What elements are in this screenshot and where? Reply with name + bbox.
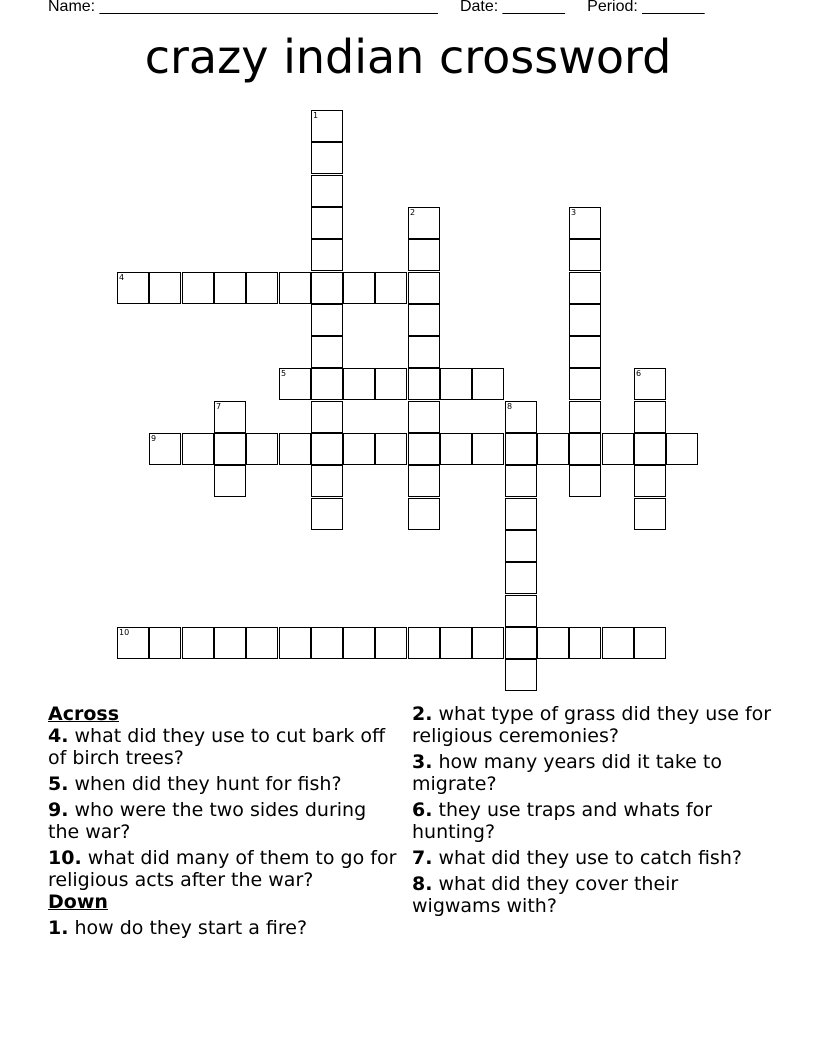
clues-right-column xyxy=(412,703,772,921)
clue-down-6 xyxy=(412,799,772,843)
grid-cell[interactable] xyxy=(408,627,440,659)
grid-cell[interactable] xyxy=(311,272,343,304)
grid-cell[interactable] xyxy=(214,401,246,433)
grid-cell[interactable] xyxy=(408,272,440,304)
clue-down-8 xyxy=(412,873,772,917)
grid-cell[interactable] xyxy=(343,627,375,659)
clue-number-label: 3 xyxy=(571,208,577,217)
grid-cell[interactable] xyxy=(602,627,634,659)
clue-text: when did they hunt for fish? xyxy=(74,773,342,795)
clue-number-label: 2 xyxy=(410,208,416,217)
grid-cell[interactable] xyxy=(343,272,375,304)
grid-cell[interactable] xyxy=(311,175,343,207)
clue-number-label: 5 xyxy=(281,369,287,378)
clue-text: who were the two sides during the war? xyxy=(48,799,367,843)
clue-number: 10. xyxy=(48,847,82,869)
grid-cell[interactable] xyxy=(505,465,537,497)
clue-number-label: 8 xyxy=(507,402,513,411)
grid-cell[interactable] xyxy=(214,272,246,304)
grid-cell[interactable] xyxy=(246,627,278,659)
clue-text: what did they use to cut bark off of birch trees? xyxy=(48,725,386,769)
grid-cell[interactable] xyxy=(569,272,601,304)
clue-number-label: 4 xyxy=(119,273,125,282)
grid-cell[interactable] xyxy=(246,272,278,304)
grid-cell[interactable] xyxy=(311,207,343,239)
grid-cell[interactable] xyxy=(440,627,472,659)
grid-cell[interactable] xyxy=(311,627,343,659)
clue-down-2 xyxy=(412,703,772,747)
grid-cell[interactable] xyxy=(569,368,601,400)
grid-cell[interactable] xyxy=(311,498,343,530)
clue-text: what did they use to catch fish? xyxy=(438,847,742,869)
clue-number: 1. xyxy=(48,917,69,939)
across-heading: Across xyxy=(48,703,120,725)
grid-cell[interactable] xyxy=(602,433,634,465)
grid-cell[interactable] xyxy=(408,465,440,497)
grid-cell[interactable] xyxy=(505,401,537,433)
grid-cell[interactable] xyxy=(279,368,311,400)
grid-cell[interactable] xyxy=(505,530,537,562)
grid-cell[interactable] xyxy=(182,627,214,659)
grid-cell[interactable] xyxy=(149,627,181,659)
grid-cell[interactable] xyxy=(634,465,666,497)
grid-cell[interactable] xyxy=(343,433,375,465)
grid-cell[interactable] xyxy=(408,368,440,400)
grid-cell[interactable] xyxy=(666,433,698,465)
grid-cell[interactable] xyxy=(214,433,246,465)
clue-number-label: 7 xyxy=(216,402,222,411)
clue-across-10 xyxy=(48,847,400,891)
grid-cell[interactable] xyxy=(537,433,569,465)
grid-cell[interactable] xyxy=(569,239,601,271)
grid-cell[interactable] xyxy=(375,627,407,659)
clue-text: they use traps and whats for hunting? xyxy=(412,799,713,843)
grid-cell[interactable] xyxy=(149,433,181,465)
grid-cell[interactable] xyxy=(634,498,666,530)
grid-cell[interactable] xyxy=(569,627,601,659)
clue-number: 5. xyxy=(48,773,69,795)
grid-cell[interactable] xyxy=(117,272,149,304)
grid-cell[interactable] xyxy=(569,304,601,336)
grid-cell[interactable] xyxy=(472,433,504,465)
grid-cell[interactable] xyxy=(569,336,601,368)
clue-across-4 xyxy=(48,725,400,769)
clue-number: 8. xyxy=(412,873,433,895)
grid-cell[interactable] xyxy=(408,207,440,239)
grid-cell[interactable] xyxy=(505,627,537,659)
grid-cell[interactable] xyxy=(375,433,407,465)
down-heading: Down xyxy=(48,891,108,913)
grid-cell[interactable] xyxy=(408,336,440,368)
grid-cell[interactable] xyxy=(408,239,440,271)
grid-cell[interactable] xyxy=(246,433,278,465)
grid-cell[interactable] xyxy=(117,627,149,659)
grid-cell[interactable] xyxy=(311,142,343,174)
grid-cell[interactable] xyxy=(375,368,407,400)
clue-down-1 xyxy=(48,917,400,939)
clue-down-7 xyxy=(412,847,772,869)
clue-number-label: 10 xyxy=(119,628,130,637)
clue-across-9 xyxy=(48,799,400,843)
grid-cell[interactable] xyxy=(311,304,343,336)
grid-cell[interactable] xyxy=(569,207,601,239)
grid-cell[interactable] xyxy=(505,595,537,627)
clue-text: what type of grass did they use for religious ceremonies? xyxy=(412,703,772,747)
clue-number: 9. xyxy=(48,799,69,821)
clue-number: 7. xyxy=(412,847,433,869)
grid-cell[interactable] xyxy=(634,627,666,659)
grid-cell[interactable] xyxy=(440,368,472,400)
grid-cell[interactable] xyxy=(472,627,504,659)
name-date-period-line: Name: ______________________________________ Date: _______ Period: _______ xyxy=(48,0,705,15)
grid-cell[interactable] xyxy=(505,659,537,691)
clue-number-label: 1 xyxy=(313,111,319,120)
clue-across-5 xyxy=(48,773,400,795)
grid-cell[interactable] xyxy=(375,272,407,304)
clue-number: 3. xyxy=(412,751,433,773)
clue-number: 6. xyxy=(412,799,433,821)
page-title: crazy indian crossword xyxy=(144,30,672,84)
grid-cell[interactable] xyxy=(311,336,343,368)
grid-cell[interactable] xyxy=(343,368,375,400)
clue-number: 4. xyxy=(48,725,69,747)
grid-cell[interactable] xyxy=(634,368,666,400)
grid-cell[interactable] xyxy=(537,627,569,659)
grid-cell[interactable] xyxy=(311,401,343,433)
clues-left-column xyxy=(48,703,400,943)
clue-text: how do they start a fire? xyxy=(74,917,308,939)
grid-cell[interactable] xyxy=(634,433,666,465)
grid-cell[interactable] xyxy=(505,498,537,530)
grid-cell[interactable] xyxy=(408,433,440,465)
grid-cell[interactable] xyxy=(408,401,440,433)
grid-cell[interactable] xyxy=(214,465,246,497)
clue-number-label: 9 xyxy=(151,434,157,443)
grid-cell[interactable] xyxy=(505,562,537,594)
clue-down-3 xyxy=(412,751,772,795)
grid-cell[interactable] xyxy=(311,239,343,271)
grid-cell[interactable] xyxy=(279,272,311,304)
grid-cell[interactable] xyxy=(569,433,601,465)
clue-number-label: 6 xyxy=(636,369,642,378)
grid-cell[interactable] xyxy=(408,498,440,530)
grid-cell[interactable] xyxy=(279,433,311,465)
grid-cell[interactable] xyxy=(311,368,343,400)
grid-cell[interactable] xyxy=(311,433,343,465)
clue-text: what did they cover their wigwams with? xyxy=(412,873,679,917)
grid-cell[interactable] xyxy=(569,401,601,433)
grid-cell[interactable] xyxy=(279,627,311,659)
grid-cell[interactable] xyxy=(182,272,214,304)
clue-number: 2. xyxy=(412,703,433,725)
grid-cell[interactable] xyxy=(408,304,440,336)
grid-cell[interactable] xyxy=(505,433,537,465)
grid-cell[interactable] xyxy=(311,465,343,497)
grid-cell[interactable] xyxy=(182,433,214,465)
clue-text: what did many of them to go for religious acts after the war? xyxy=(48,847,397,891)
grid-cell[interactable] xyxy=(149,272,181,304)
grid-cell[interactable] xyxy=(214,627,246,659)
grid-cell[interactable] xyxy=(472,368,504,400)
grid-cell[interactable] xyxy=(634,401,666,433)
grid-cell[interactable] xyxy=(440,433,472,465)
clue-text: how many years did it take to migrate? xyxy=(412,751,722,795)
grid-cell[interactable] xyxy=(311,110,343,142)
grid-cell[interactable] xyxy=(569,465,601,497)
